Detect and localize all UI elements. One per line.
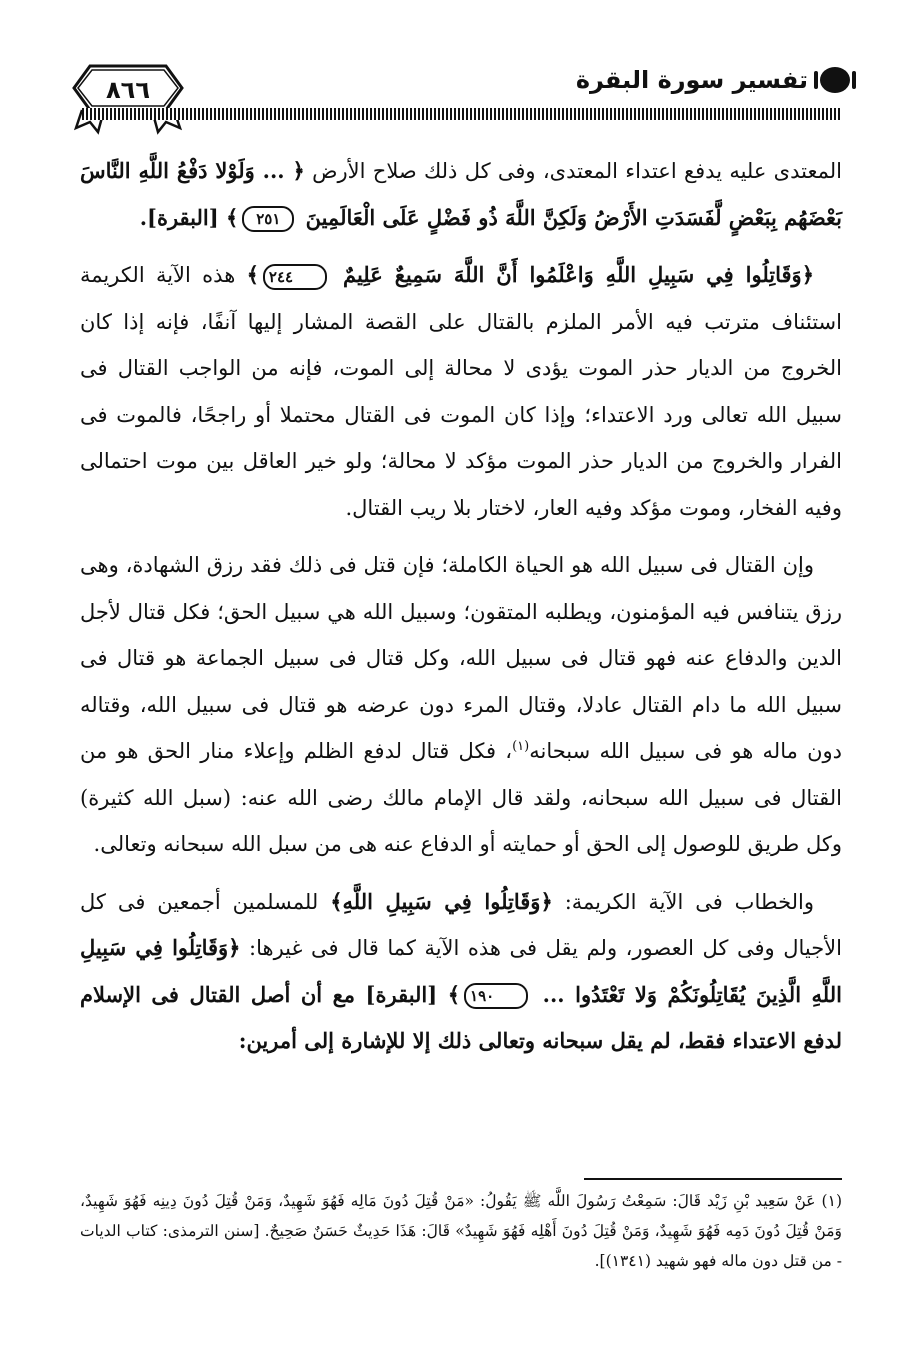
- quran-bracket-close: ﴾: [246, 262, 259, 287]
- quran-bracket-close: ﴾: [447, 981, 461, 1007]
- text-run: والخطاب فى الآية الكريمة:: [552, 889, 815, 914]
- quran-verse-text: وَقَاتِلُوا فِي سَبِيلِ اللَّهِ الَّذِينَ يُقَاتِلُونَكُمْ وَلا تَعْتَدُوا ...: [80, 935, 842, 1007]
- quran-verse-text: وَقَاتِلُوا فِي سَبِيلِ اللَّهِ وَاعْلَمُوا أَنَّ اللَّهَ سَمِيعٌ عَلِيمٌ: [331, 262, 802, 287]
- running-header: [576, 66, 850, 94]
- paragraph-4: [80, 879, 842, 1065]
- paragraph-1: [80, 148, 842, 241]
- page-number-frame: [68, 58, 188, 138]
- footnote-text: (١) عَنْ سَعِيد بْنِ زَيْد قَالَ: سَمِعْتُ رَسُولَ اللَّه ﷺ يَقُولُ: «مَنْ قُتِلَ دُونَ مَالِه فَهُوَ شَهِيدٌ، وَمَنْ قُتِلَ دُونَ دِينِه فَهُوَ شَهِيدٌ، وَمَنْ قُتِلَ دُونَ دَمِه فَهُوَ شَهِيدٌ، وَمَنْ قُتِلَ دُونَ أَهْلِه فَهُوَ شَهِيدٌ» قَالَ: هَذَا حَدِيثٌ حَسَنٌ صَحِيحٌ. [سنن الترمذى: كتاب الديات - من قتل دون ماله فهو شهيد (١٣٤١)].: [80, 1192, 842, 1270]
- quran-bracket-close: ﴾: [225, 204, 239, 230]
- paragraph-2: [80, 252, 842, 531]
- text-run: للمسلمين أجمعين فى كل الأجيال وفى كل العصور، ولم يقل فى هذه الآية كما قال فى غيرها:: [80, 889, 842, 960]
- text-run: هذه الآية الكريمة استئناف مترتب فيه الأمر الملزم بالقتال على القصة المشار إليها آنفًا، فإنه إذا كان الخروج من الديار حذر الموت يؤدى لا محالة إلى الموت، فإنه من الواجب القتال فى سبيل الله تعالى ورد الاعتداء؛ وإذا كان الموت فى القتال محتملا أو راجحًا، فالموت فى الفرار والخروج من الديار حذر الموت مؤكد لا محالة؛ ولو خير العاقل بين موت احتمالى وفيه الفخار، وموت مؤكد وفيه العار، لاختار بلا ريب القتال.: [80, 263, 842, 520]
- text-run: وإن القتال فى سبيل الله هو الحياة الكاملة؛ فإن قتل فى ذلك فقد رزق الشهادة، وهى رزق يتنافس فيه المؤمنون، ويطلبه المتقون؛ وسبيل الله هي سبيل الحق؛ فكل قتال لأجل الدين والدفاع عنه فهو قتال فى سبيل الله، وكل قتال فى سبيل الجماعة هو قتال فى سبيل الله ما دام القتال عادلا، وقتال المرء دون عرضه هو قتال فى سبيل الله، وقتاله دون ماله هو فى سبيل الله سبحانه: [80, 553, 843, 763]
- quran-verse-text: ... وَلَوْلا دَفْعُ اللَّهِ النَّاسَ بَعْضَهُم بِبَعْضٍ لَّفَسَدَتِ الأَرْضُ وَلَكِنَّ اللَّهَ ذُو فَضْلٍ عَلَى الْعَالَمِينَ: [80, 158, 842, 230]
- verse-number-badge: ٢٥١: [242, 206, 294, 232]
- quran-verse-text: وَقَاتِلُوا فِي سَبِيلِ اللَّهِ: [342, 888, 541, 914]
- page-number: ٨٦٦: [106, 76, 150, 104]
- text-run: ، فكل قتال لدفع الظلم وإعلاء منار الحق هو من القتال فى سبيل الله سبحانه، ولقد قال الإمام مالك رضى الله عنه: (سبل الله كثيرة) وكل طريق للوصول إلى الحق أو حمايته أو الدفاع عنه هى من سبل الله سبحانه وتعالى.: [80, 739, 842, 856]
- footnote-reference[interactable]: (١): [512, 739, 530, 754]
- quran-bracket-open: ﴿: [540, 888, 553, 914]
- quran-bracket-close: ﴾: [330, 888, 343, 914]
- surah-reference: [البقرة].: [139, 204, 226, 230]
- text-run: المعتدى عليه يدفع اعتداء المعتدى، وفى كل ذلك صلاح الأرض: [304, 159, 842, 183]
- paragraph-3: [80, 542, 842, 868]
- text-run-bold: [البقرة] مع أن أصل القتال فى الإسلام لدفع الاعتداء فقط، لم يقل سبحانه وتعالى ذلك إلا للإشارة إلى أمرين:: [80, 981, 842, 1053]
- body-text: [80, 148, 842, 1076]
- footnote-rule: [584, 1178, 842, 1180]
- header-rule: [82, 108, 842, 120]
- quran-bracket-open: ﴿: [292, 158, 305, 183]
- quran-bracket-open: ﴿: [228, 935, 241, 960]
- quran-bracket-open: ﴿: [801, 262, 815, 287]
- verse-number-badge: ١٩٠: [464, 983, 528, 1009]
- verse-number-badge: ٢٤٤: [263, 264, 327, 290]
- ornament-icon: [820, 67, 850, 93]
- footnote: [80, 1186, 842, 1276]
- header-title: تفسير سورة البقرة: [575, 66, 808, 94]
